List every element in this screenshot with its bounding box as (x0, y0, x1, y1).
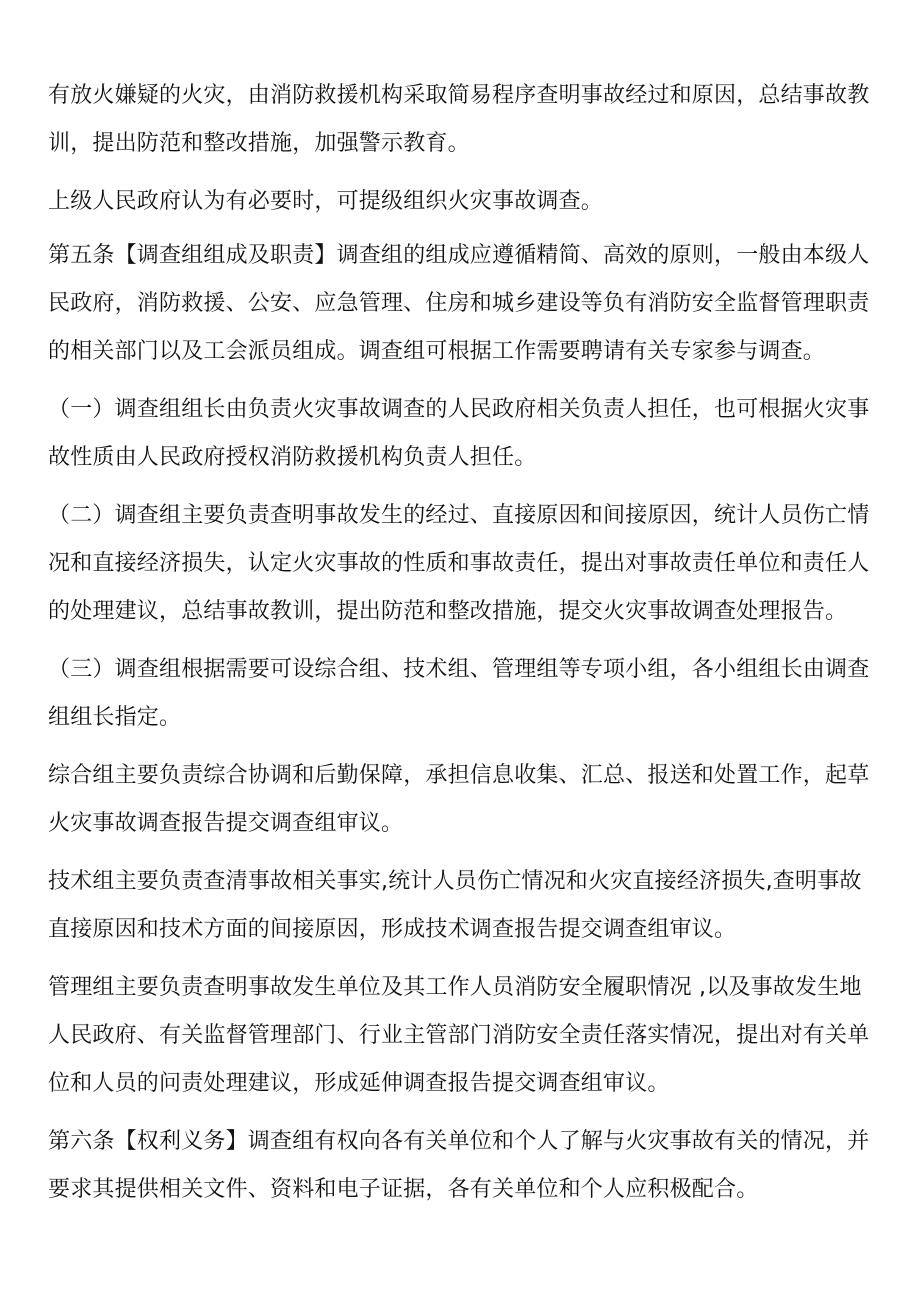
paragraph-5: （二）调查组主要负责查明事故发生的经过、直接原因和间接原因，统计人员伤亡情况和直接经济损失，认定火灾事故的性质和事故责任，提出对事故责任单位和责任人的处理建议，总结事故教训，提出防范和整改措施，提交火灾事故调查处理报告。 (48, 503, 870, 624)
paragraph-9: 管理组主要负责查明事故发生单位及其工作人员消防安全履职情况 ,以及事故发生地人民政府、有关监督管理部门、行业主管部门消防安全责任落实情况，提出对有关单位和人员的问责处理建议，形成延伸调查报告提交调查组审议。 (48, 975, 870, 1096)
paragraph-7: 综合组主要负责综合协调和后勤保障，承担信息收集、汇总、报送和处置工作，起草火灾事故调查报告提交调查组审议。 (48, 763, 870, 836)
paragraph-8: 技术组主要负责查清事故相关事实,统计人员伤亡情况和火灾直接经济损失,查明事故直接原因和技术方面的间接原因，形成技术调查报告提交调查组审议。 (48, 869, 862, 942)
paragraph-3: 第五条【调查组组成及职责】调查组的组成应遵循精简、高效的原则，一般由本级人民政府，消防救援、公安、应急管理、住房和城乡建设等负有消防安全监督管理职责的相关部门以及工会派员组成。调查组可根据工作需要聘请有关专家参与调查。 (48, 243, 870, 364)
paragraph-10: 第六条【权利义务】调查组有权向各有关单位和个人了解与火灾事故有关的情况，并要求其提供相关文件、资料和电子证据，各有关单位和个人应积极配合。 (48, 1129, 870, 1202)
paragraph-4: （一）调查组组长由负责火灾事故调查的人民政府相关负责人担任，也可根据火灾事故性质由人民政府授权消防救援机构负责人担任。 (48, 397, 870, 470)
document-body (48, 72, 880, 1224)
paragraph-6: （三）调查组根据需要可设综合组、技术组、管理组等专项小组，各小组组长由调查组组长指定。 (48, 657, 870, 730)
paragraph-1: 有放火嫌疑的火灾，由消防救援机构采取简易程序查明事故经过和原因，总结事故教训，提出防范和整改措施，加强警示教育。 (48, 83, 870, 156)
paragraph-2: 上级人民政府认为有必要时，可提级组织火灾事故调查。 (48, 189, 604, 214)
